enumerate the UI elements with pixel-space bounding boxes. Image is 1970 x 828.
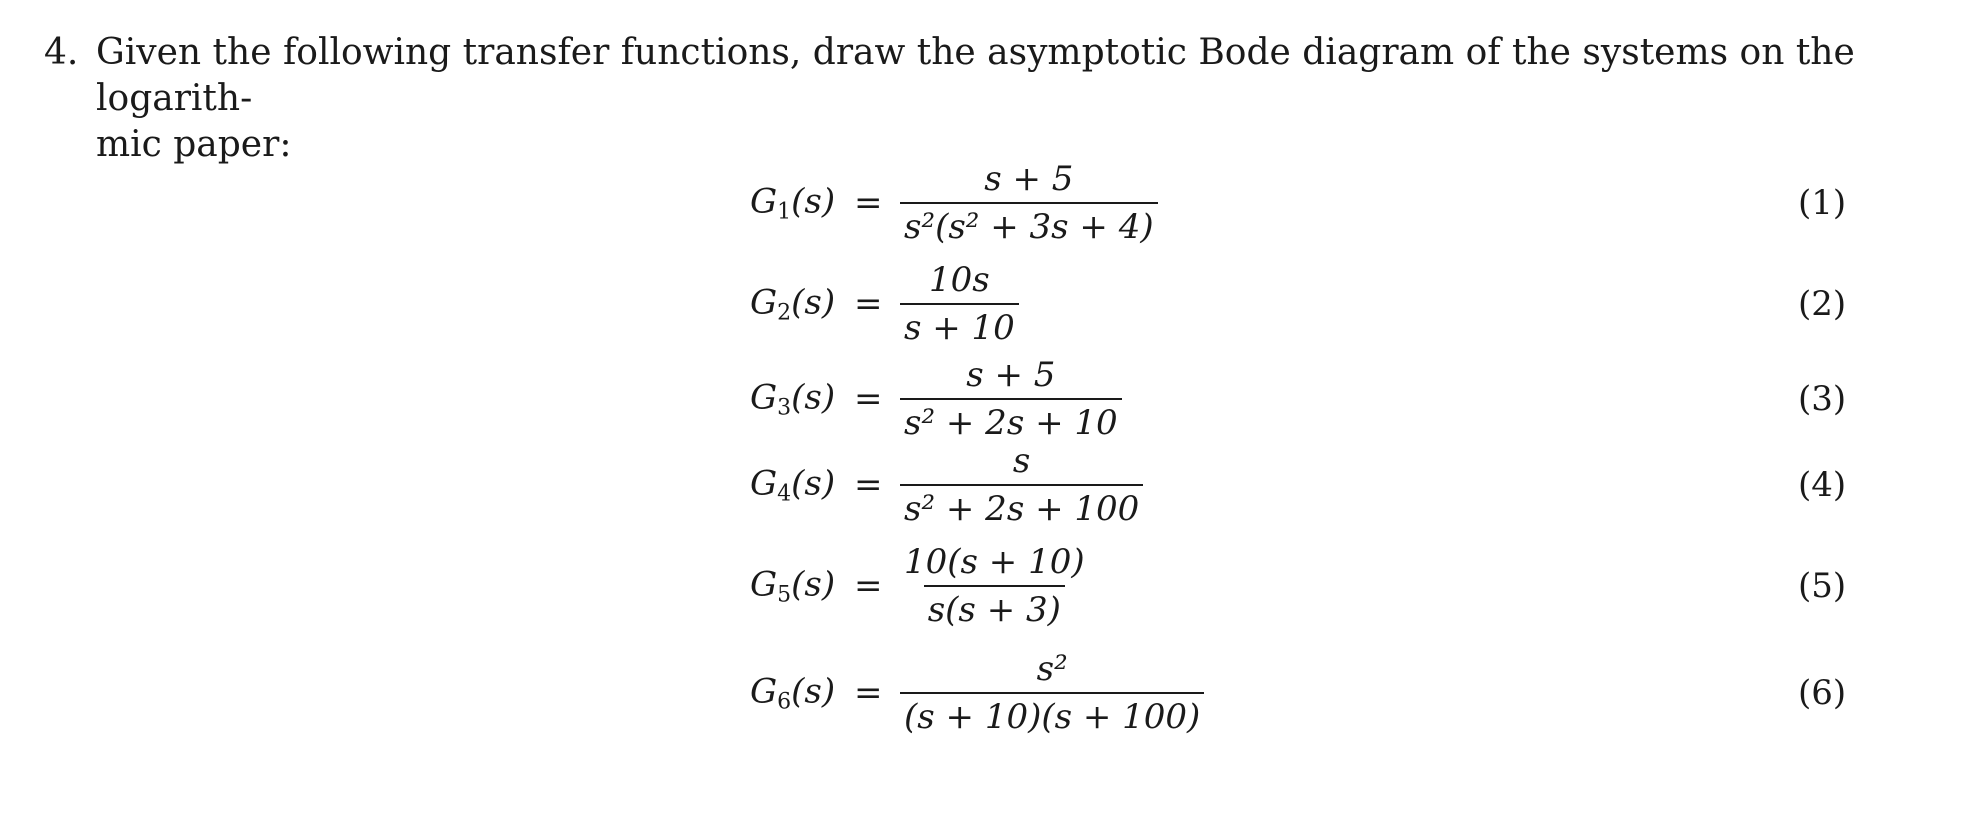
- lhs-arg: (s): [791, 377, 836, 418]
- lhs-index: 5: [777, 582, 792, 608]
- denominator: s² + 2s + 100: [900, 484, 1143, 528]
- problem-statement: [44, 30, 1874, 168]
- equation-1: [0, 158, 1970, 248]
- lhs-symbol: G: [750, 463, 778, 504]
- fraction: [900, 356, 1122, 442]
- equation-6: [0, 648, 1970, 738]
- lhs-arg: (s): [791, 282, 836, 323]
- fraction: [900, 261, 1019, 347]
- lhs-arg: (s): [791, 463, 836, 504]
- fraction: [900, 650, 1204, 736]
- lhs-symbol: G: [750, 377, 778, 418]
- equation-lhs: [750, 378, 835, 421]
- equals-sign: =: [854, 379, 883, 419]
- equation-4: [0, 440, 1970, 530]
- problem-text-line-1: Given the following transfer functions, draw the asymptotic Bode diagram of the systems on the logarith-: [96, 32, 1855, 119]
- numerator: s + 5: [966, 355, 1056, 395]
- numerator: s + 5: [984, 159, 1074, 199]
- equation-lhs: [750, 283, 835, 326]
- equation-lhs: [750, 464, 835, 507]
- equals-sign: =: [854, 183, 883, 223]
- fraction: [900, 543, 1089, 629]
- equation-tag: (6): [1798, 673, 1847, 713]
- denominator: s + 10: [900, 303, 1019, 347]
- numerator: s: [1012, 441, 1031, 481]
- lhs-arg: (s): [791, 181, 836, 222]
- lhs-index: 6: [777, 689, 792, 715]
- lhs-symbol: G: [750, 564, 778, 605]
- lhs-index: 2: [777, 300, 792, 326]
- equals-sign: =: [854, 465, 883, 505]
- equation-tag: (4): [1798, 465, 1847, 505]
- equation-tag: (1): [1798, 183, 1847, 223]
- equals-sign: =: [854, 566, 883, 606]
- lhs-arg: (s): [791, 564, 836, 605]
- fraction: [900, 160, 1158, 246]
- equals-sign: =: [854, 673, 883, 713]
- problem-number: 4.: [44, 32, 79, 73]
- fraction: [900, 442, 1143, 528]
- denominator: s² + 2s + 10: [900, 398, 1122, 442]
- lhs-index: 1: [777, 199, 792, 225]
- lhs-symbol: G: [750, 181, 778, 222]
- equals-sign: =: [854, 284, 883, 324]
- equation-lhs: [750, 565, 835, 608]
- equation-3: [0, 354, 1970, 444]
- equation-lhs: [750, 182, 835, 225]
- equation-tag: (2): [1798, 284, 1847, 324]
- lhs-symbol: G: [750, 671, 778, 712]
- denominator: s(s + 3): [924, 585, 1065, 629]
- denominator: s²(s² + 3s + 4): [900, 202, 1158, 246]
- lhs-arg: (s): [791, 671, 836, 712]
- problem-text-line-2: mic paper:: [96, 124, 292, 165]
- denominator: (s + 10)(s + 100): [900, 692, 1204, 736]
- lhs-index: 3: [777, 395, 792, 421]
- numerator: s²: [1036, 649, 1068, 689]
- numerator: 10(s + 10): [904, 542, 1085, 582]
- numerator: 10s: [929, 260, 990, 300]
- equation-tag: (5): [1798, 566, 1847, 606]
- equation-lhs: [750, 672, 835, 715]
- lhs-index: 4: [777, 481, 792, 507]
- equation-2: [0, 259, 1970, 349]
- lhs-symbol: G: [750, 282, 778, 323]
- equation-tag: (3): [1798, 379, 1847, 419]
- equation-5: [0, 541, 1970, 631]
